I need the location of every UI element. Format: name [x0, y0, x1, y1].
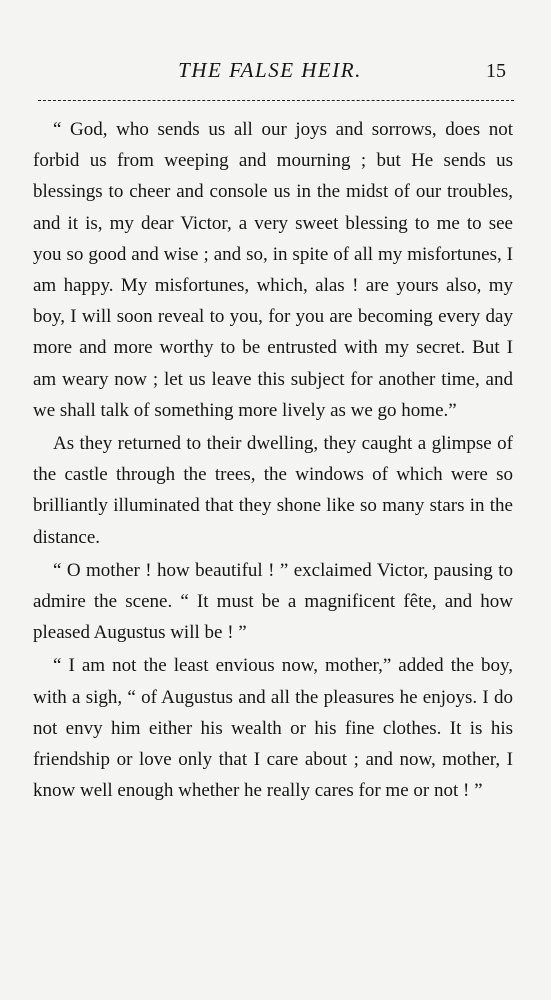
paragraph-victor-exclaims: “ O mother ! how beautiful ! ” exclaimed Victor, pausing to admire the scene. “ It must be a magnificent fête, and how pleased Augustus will be ! ” [33, 559, 513, 644]
page-header [0, 58, 551, 94]
running-title: THE FALSE HEIR. [178, 58, 362, 82]
paragraph-castle-glimpse: As they returned to their dwelling, they caught a glimpse of the castle through the trees, the windows of which were so brilliantly illuminated that they shone like so many stars in the distance. [33, 433, 513, 548]
header-rule [38, 100, 514, 101]
page-number: 15 [486, 60, 506, 82]
body-text [33, 114, 513, 808]
paragraph-mother-speech: “ God, who sends us all our joys and sorrows, does not forbid us from weeping and mourning ; but He sends us blessings to cheer and console us in the midst of our troubles, and it is, my dear Victor, a very sweet blessing to me to see you so good and wise ; and so, in spite of all my misfortunes, I am happy. My misfortunes, which, alas ! are yours also, my boy, I will soon reveal to you, for you are becoming every day more and more worthy to be entrusted with my secret. But I am weary now ; let us leave this subject for another time, and we shall talk of something more lively as we go home.” [33, 119, 513, 421]
paragraph-victor-envy: “ I am not the least envious now, mother,” added the boy, with a sigh, “ of Augustus and all the pleasures he enjoys. I do not envy him either his wealth or his fine clothes. It is his friendship or love only that I care about ; and now, mother, I know well enough whether he really cares for me or not ! ” [33, 655, 513, 802]
